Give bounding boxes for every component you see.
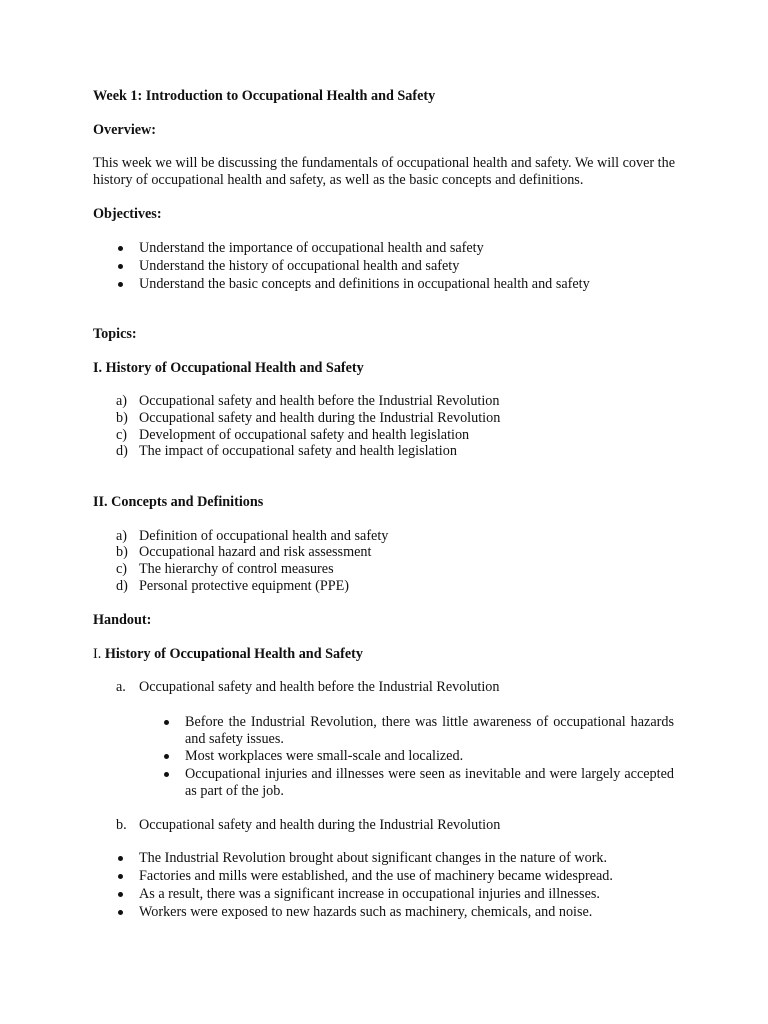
bullet-icon (164, 754, 169, 759)
list-marker: b) (116, 410, 128, 426)
bullet-icon (118, 282, 123, 287)
list-item: The hierarchy of control measures (139, 561, 334, 577)
handout-part-marker: b. (116, 817, 127, 833)
list-item: Definition of occupational health and safety (139, 528, 389, 544)
handout-part-title: Occupational safety and health before the Industrial Revolution (139, 679, 500, 695)
list-item: The Industrial Revolution brought about significant changes in the nature of work. (139, 850, 608, 866)
topics-heading: Topics: (93, 326, 137, 342)
list-item: Occupational hazard and risk assessment (139, 544, 372, 560)
handout-section-heading (93, 646, 363, 663)
list-item: As a result, there was a significant increase in occupational injuries and illnesses. (139, 886, 600, 902)
objectives-heading: Objectives: (93, 206, 162, 222)
overview-heading: Overview: (93, 122, 157, 138)
handout-part-marker: a. (116, 679, 126, 695)
topic-section-title: I. History of Occupational Health and Safety (93, 360, 364, 376)
list-marker: c) (116, 561, 128, 577)
bullet-icon (118, 874, 123, 879)
list-item: Most workplaces were small-scale and localized. (185, 748, 464, 764)
list-item: Occupational safety and health before the Industrial Revolution (139, 393, 500, 409)
list-marker: d) (116, 578, 128, 594)
list-item: Occupational safety and health during the Industrial Revolution (139, 410, 501, 426)
list-item: Development of occupational safety and health legislation (139, 427, 470, 443)
list-item: Workers were exposed to new hazards such as machinery, chemicals, and noise. (139, 904, 593, 920)
list-item: The impact of occupational safety and health legislation (139, 443, 457, 459)
handout-heading: Handout: (93, 612, 152, 628)
handout-part-title: Occupational safety and health during the Industrial Revolution (139, 817, 501, 833)
bullet-icon (164, 720, 169, 725)
bullet-icon (118, 264, 123, 269)
list-marker: c) (116, 427, 128, 443)
overview-text: This week we will be discussing the fundamentals of occupational health and safety. We will cover the history of occupational health and safety, as well as the basic concepts and definitions. (93, 155, 675, 188)
bullet-icon (118, 910, 123, 915)
list-item: Understand the basic concepts and definitions in occupational health and safety (139, 276, 590, 292)
list-marker: a) (116, 528, 128, 544)
list-item: Before the Industrial Revolution, there was little awareness of occupational hazards and safety issues. (185, 714, 674, 747)
list-marker: d) (116, 443, 128, 459)
list-item: Understand the history of occupational health and safety (139, 258, 460, 274)
list-marker: b) (116, 544, 128, 560)
bullet-icon (118, 892, 123, 897)
bullet-icon (164, 772, 169, 777)
handout-section-title: History of Occupational Health and Safety (104, 646, 363, 662)
handout-section-number: I. (93, 646, 102, 662)
list-item: Occupational injuries and illnesses were seen as inevitable and were largely accepted as part of the job. (185, 766, 674, 799)
document-title: Week 1: Introduction to Occupational Health and Safety (93, 88, 436, 104)
list-item: Personal protective equipment (PPE) (139, 578, 350, 594)
bullet-icon (118, 856, 123, 861)
topic-section-title: II. Concepts and Definitions (93, 494, 264, 510)
bullet-icon (118, 246, 123, 251)
list-item: Understand the importance of occupational health and safety (139, 240, 484, 256)
list-marker: a) (116, 393, 128, 409)
list-item: Factories and mills were established, and the use of machinery became widespread. (139, 868, 613, 884)
